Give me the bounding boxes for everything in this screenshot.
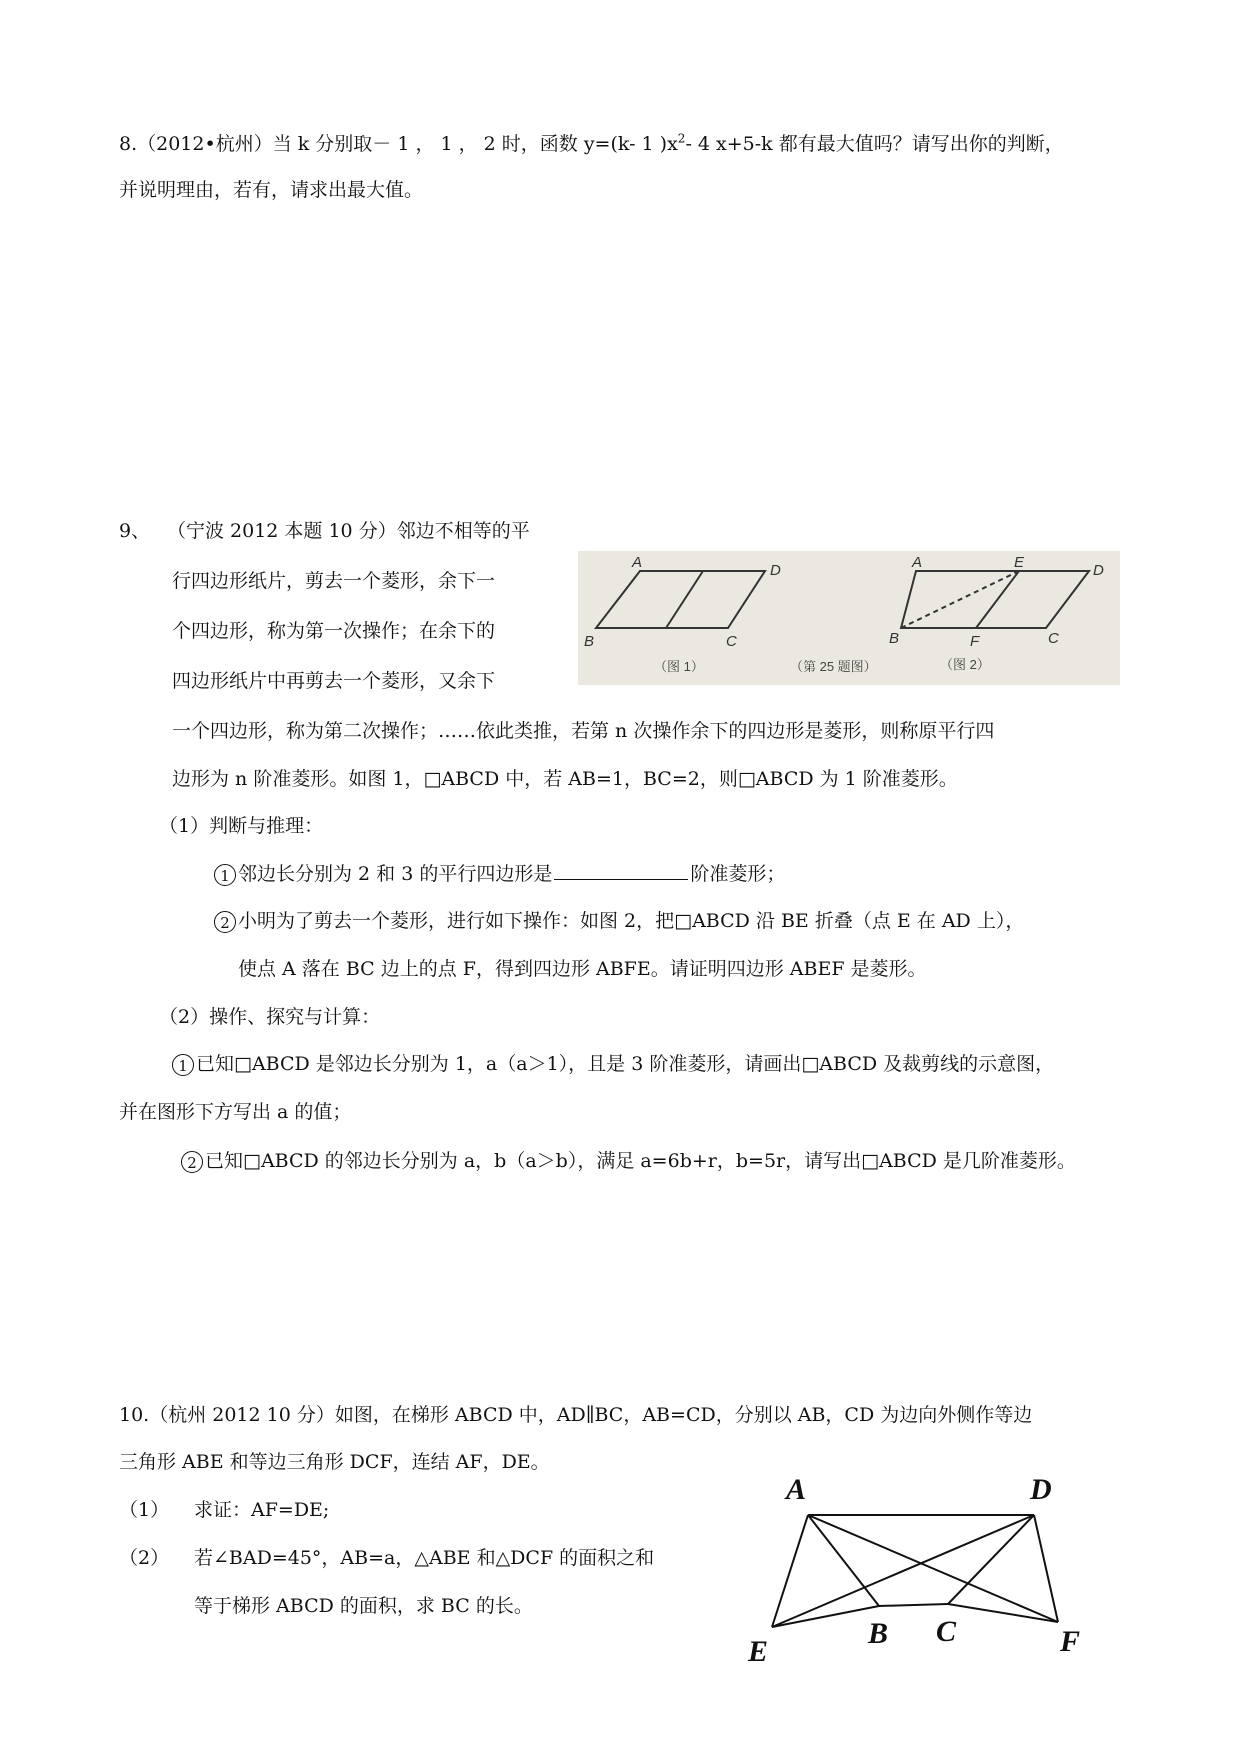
q8-text-a: 8.（2012•杭州）当 k 分别取－ 1 ， 1 ， 2 时，函数 y=(k- 1 )x — [119, 133, 678, 155]
q9-part1-item1 — [214, 861, 785, 887]
label-b: B — [868, 1617, 889, 1650]
fig1-caption: （图 1） — [654, 659, 704, 674]
q8-line1 — [119, 131, 1064, 157]
fig1-label-d: D — [770, 562, 781, 579]
q9-p2-item1-text: 已知□ABCD 是邻边长分别为 1，a（a＞1），且是 3 阶准菱形，请画出□ABCD 及裁剪线的示意图， — [196, 1053, 1055, 1075]
q9-line4: 四边形纸片中再剪去一个菱形，又余下 — [172, 670, 496, 692]
q9-p1-item2-text: 小明为了剪去一个菱形，进行如下操作：如图 2，把□ABCD 沿 BE 折叠（点 E 在 AD 上）， — [238, 910, 1025, 932]
q8-text-b: - 4 x+5-k 都有最大值吗？请写出你的判断， — [685, 133, 1064, 155]
q9-number: 9、 — [119, 520, 151, 542]
circled-number: 1 — [172, 1054, 194, 1076]
q10-part2-a: 若∠BAD=45°，AB=a，△ABE 和△DCF 的面积之和 — [194, 1547, 655, 1569]
label-e: E — [748, 1635, 769, 1668]
q9-line3: 个四边形，称为第一次操作；在余下的 — [172, 620, 496, 642]
q9-figure — [578, 551, 1120, 685]
fig2-label-e: E — [1014, 554, 1025, 571]
edge-cd — [948, 1515, 1034, 1604]
q8-superscript: 2 — [677, 131, 686, 146]
fig-mid-caption: （第 25 题图） — [790, 659, 877, 674]
q9-p2-item2-text: 已知□ABCD 的邻边长分别为 a，b（a＞b），满足 a=6b+r，b=5r，请写出□ABCD 是几阶准菱形。 — [205, 1150, 1076, 1172]
q10-line2: 三角形 ABE 和等边三角形 DCF，连结 AF，DE。 — [119, 1451, 550, 1473]
circled-number: 2 — [214, 911, 236, 933]
q10-part1-num: （1） — [119, 1499, 170, 1521]
q10-part2-num: （2） — [119, 1547, 170, 1569]
fig2-parallelogram — [901, 571, 1089, 628]
circled-number: 1 — [214, 864, 236, 886]
edge-ae — [772, 1515, 808, 1627]
edge-cf — [948, 1604, 1058, 1622]
fig1-label-c: C — [726, 633, 737, 650]
q9-part1-item2-cont: 使点 A 落在 BC 边上的点 F，得到四边形 ABFE。请证明四边形 ABEF 是菱形。 — [238, 958, 927, 980]
segment-af — [808, 1515, 1058, 1622]
label-a: A — [786, 1473, 807, 1506]
label-f: F — [1060, 1625, 1081, 1658]
fig2-label-f: F — [970, 633, 980, 650]
fig2-caption: （图 2） — [940, 657, 990, 672]
fig2-label-c: C — [1048, 630, 1059, 647]
fig2-fold-line — [901, 571, 1019, 628]
q10-part1: 求证：AF=DE; — [194, 1499, 330, 1521]
fig2-label-a: A — [912, 554, 923, 571]
q9-part1-item2 — [214, 908, 1024, 934]
q9-line2: 行四边形纸片，剪去一个菱形，余下一 — [172, 570, 496, 592]
q8-line2: 并说明理由，若有，请求出最大值。 — [119, 179, 424, 201]
edge-bc — [879, 1604, 948, 1606]
q9-part2-item1-cont: 并在图形下方写出 a 的值； — [119, 1101, 352, 1123]
fig1-parallelogram — [596, 571, 765, 628]
label-c: C — [936, 1615, 957, 1648]
edge-eb — [772, 1606, 879, 1627]
edge-df — [1034, 1515, 1058, 1622]
fig2-label-b: B — [889, 630, 900, 647]
fig1-label-b: B — [584, 633, 595, 650]
label-d: D — [1030, 1473, 1052, 1506]
answer-blank — [554, 861, 688, 880]
fig1-label-a: A — [632, 554, 643, 571]
q9-p1-item1-tail: 阶准菱形； — [690, 863, 786, 885]
q9-part2-item2 — [181, 1148, 1076, 1174]
fig1-cut-line — [666, 571, 703, 628]
q9-p1-item1-text: 邻边长分别为 2 和 3 的平行四边形是 — [238, 863, 553, 885]
edge-ab — [808, 1515, 879, 1606]
circled-number: 2 — [181, 1151, 203, 1173]
q10-line1: 10.（杭州 2012 10 分）如图，在梯形 ABCD 中，AD∥BC，AB=CD，分别以 AB，CD 为边向外侧作等边 — [119, 1404, 1033, 1426]
q9-line1: （宁波 2012 本题 10 分）邻边不相等的平 — [167, 520, 530, 542]
q9-part2-item1 — [172, 1051, 1054, 1077]
q10-figure — [740, 1465, 1120, 1725]
fig2-cut-line — [976, 571, 1019, 628]
q9-part2-title: （2）操作、探究与计算： — [159, 1006, 381, 1028]
fig2-label-d: D — [1093, 562, 1104, 579]
segment-de — [772, 1515, 1034, 1627]
q10-part2-b: 等于梯形 ABCD 的面积，求 BC 的长。 — [194, 1595, 533, 1617]
q9-part1-title: （1）判断与推理： — [159, 815, 324, 837]
q9-line5: 一个四边形，称为第二次操作；……依此类推，若第 n 次操作余下的四边形是菱形，则称原平行四 — [172, 720, 995, 742]
q9-line6: 边形为 n 阶准菱形。如图 1，□ABCD 中，若 AB=1，BC=2，则□ABCD 为 1 阶准菱形。 — [172, 768, 958, 790]
